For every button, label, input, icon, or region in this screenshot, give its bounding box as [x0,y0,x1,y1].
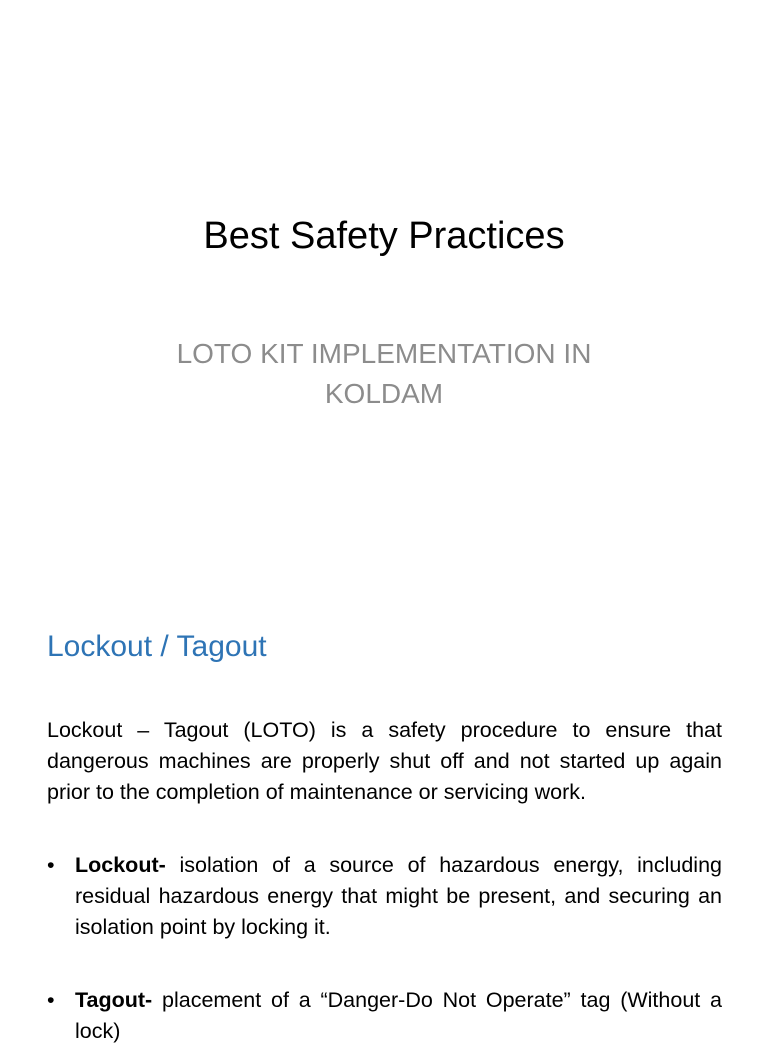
bullet-term: Tagout- [75,988,153,1012]
slide-subtitle: LOTO KIT IMPLEMENTATION IN KOLDAM [176,338,592,409]
bullet-tagout [47,985,722,1047]
bullet-text [75,850,722,943]
section-heading: Lockout / Tagout [47,630,267,663]
slide-title: Best Safety Practices [203,215,565,257]
content-slide [0,576,768,1043]
bullet-description: isolation of a source of hazardous energy, including residual hazardous energy that might be present, and securing an isolation point by locking it. [75,853,722,939]
bullet-marker: • [47,853,55,877]
bullet-description: placement of a “Danger-Do Not Operate” tag (Without a lock) [75,988,722,1043]
bullet-term: Lockout- [75,853,166,877]
bullet-text [75,985,722,1047]
bullet-marker: • [47,988,55,1012]
intro-paragraph: Lockout – Tagout (LOTO) is a safety procedure to ensure that dangerous machines are properly shut off and not started up again prior to the completion of maintenance or servicing work. [47,718,722,804]
bullet-lockout [47,850,722,943]
